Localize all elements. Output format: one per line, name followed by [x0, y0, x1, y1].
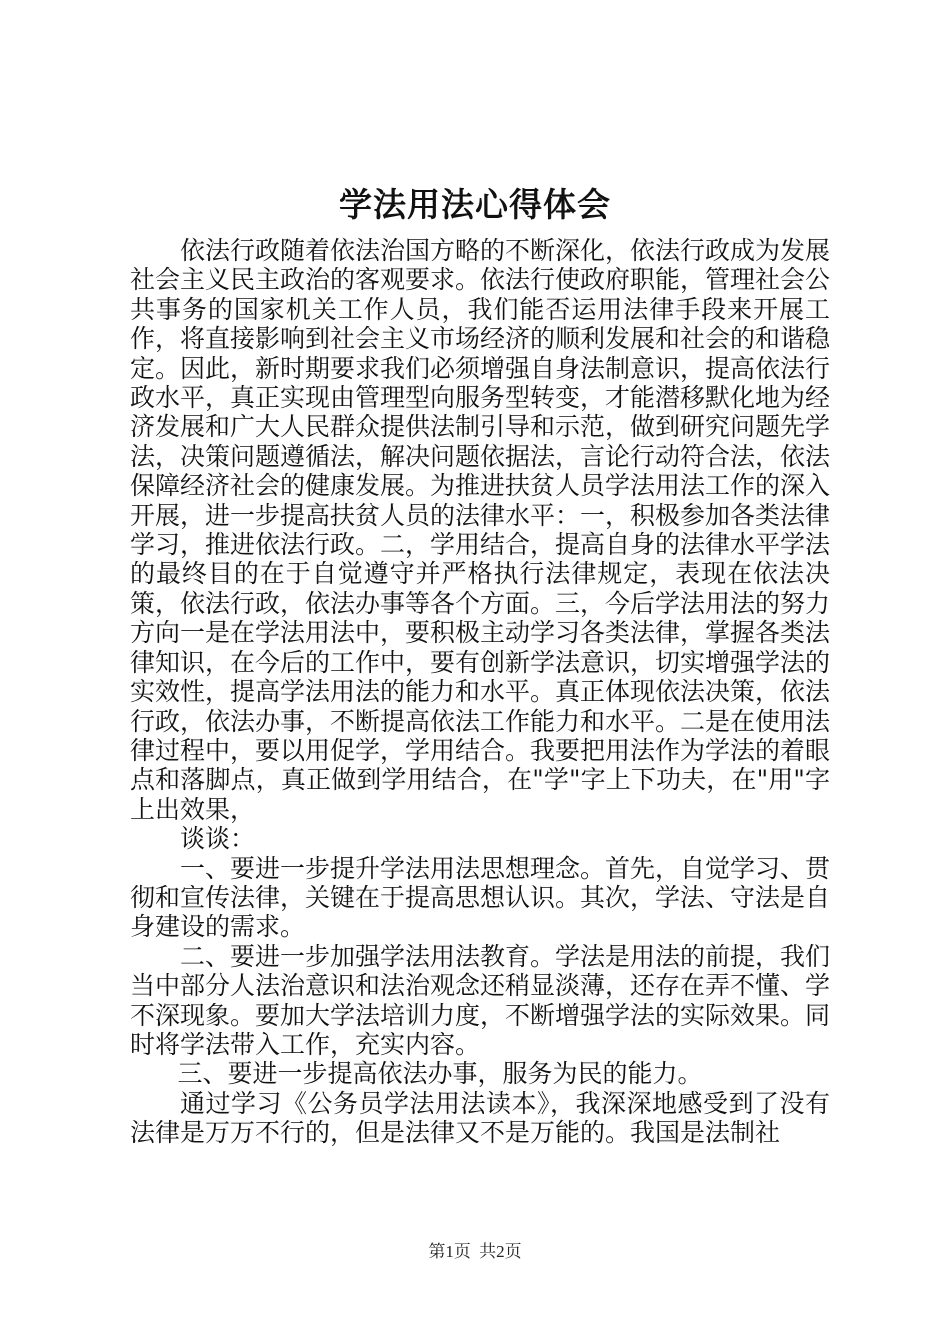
page-number-current: 第1页 [428, 1242, 471, 1261]
paragraph-tantan: 谈谈： [180, 824, 256, 854]
paragraph-point-two: 二、要进一步加强学法用法教育。学法是用法的前提，我们当中部分人法治意识和法治观念还稍显淡薄，还存在弄不懂、学不深现象。要加大学法培训力度，不断增强学法的实际效果。同时将学法带入工作，充实内容。 [130, 941, 831, 1059]
document-title: 学法用法心得体会 [339, 185, 611, 224]
page-footer [0, 1240, 950, 1264]
paragraph-intro: 依法行政随着依法治国方略的不断深化，依法行政成为发展社会主义民主政治的客观要求。依法行使政府职能，管理社会公共事务的国家机关工作人员，我们能否运用法律手段来开展工作，将直接影响到社会主义市场经济的顺利发展和社会的和谐稳定。因此，新时期要求我们必须增强自身法制意识，提高依法行政水平，真正实现由管理型向服务型转变，才能潜移默化地为经济发展和广大人民群众提供法制引导和示范，做到研究问题先学法，决策问题遵循法，解决问题依据法，言论行动符合法，依法保障经济社会的健康发展。为推进扶贫人员学法用法工作的深入开展，进一步提高扶贫人员的法律水平：一，积极参加各类法律学习，推进依法行政。二，学用结合，提高自身的法律水平学法的最终目的在于自觉遵守并严格执行法律规定，表现在依法决策，依法行政，依法办事等各个方面。三，今后学法用法的努力方向一是在学法用法中，要积极主动学习各类法律，掌握各类法律知识，在今后的工作中，要有创新学法意识，切实增强学法的实效性，提高学法用法的能力和水平。真正体现依法决策，依法行政，依法办事，不断提高依法工作能力和水平。二是在使用法律过程中，要以用促学，学用结合。我要把用法作为学法的着眼点和落脚点，真正做到学用结合，在"学"字上下功夫，在"用"字上出效果， [130, 236, 831, 824]
paragraph-point-three: 三、要进一步提高依法办事，服务为民的能力。 [177, 1059, 703, 1089]
paragraph-reading: 通过学习《公务员学法用法读本》，我深深地感受到了没有法律是万万不行的，但是法律又不是万能的。我国是法制社 [130, 1088, 830, 1148]
page-number-total: 共2页 [479, 1242, 522, 1261]
document-body [130, 236, 830, 1148]
paragraph-point-one: 一、要进一步提升学法用法思想理念。首先，自觉学习、贯彻和宣传法律，关键在于提高思想认识。其次，学法、守法是自身建设的需求。 [130, 853, 831, 942]
